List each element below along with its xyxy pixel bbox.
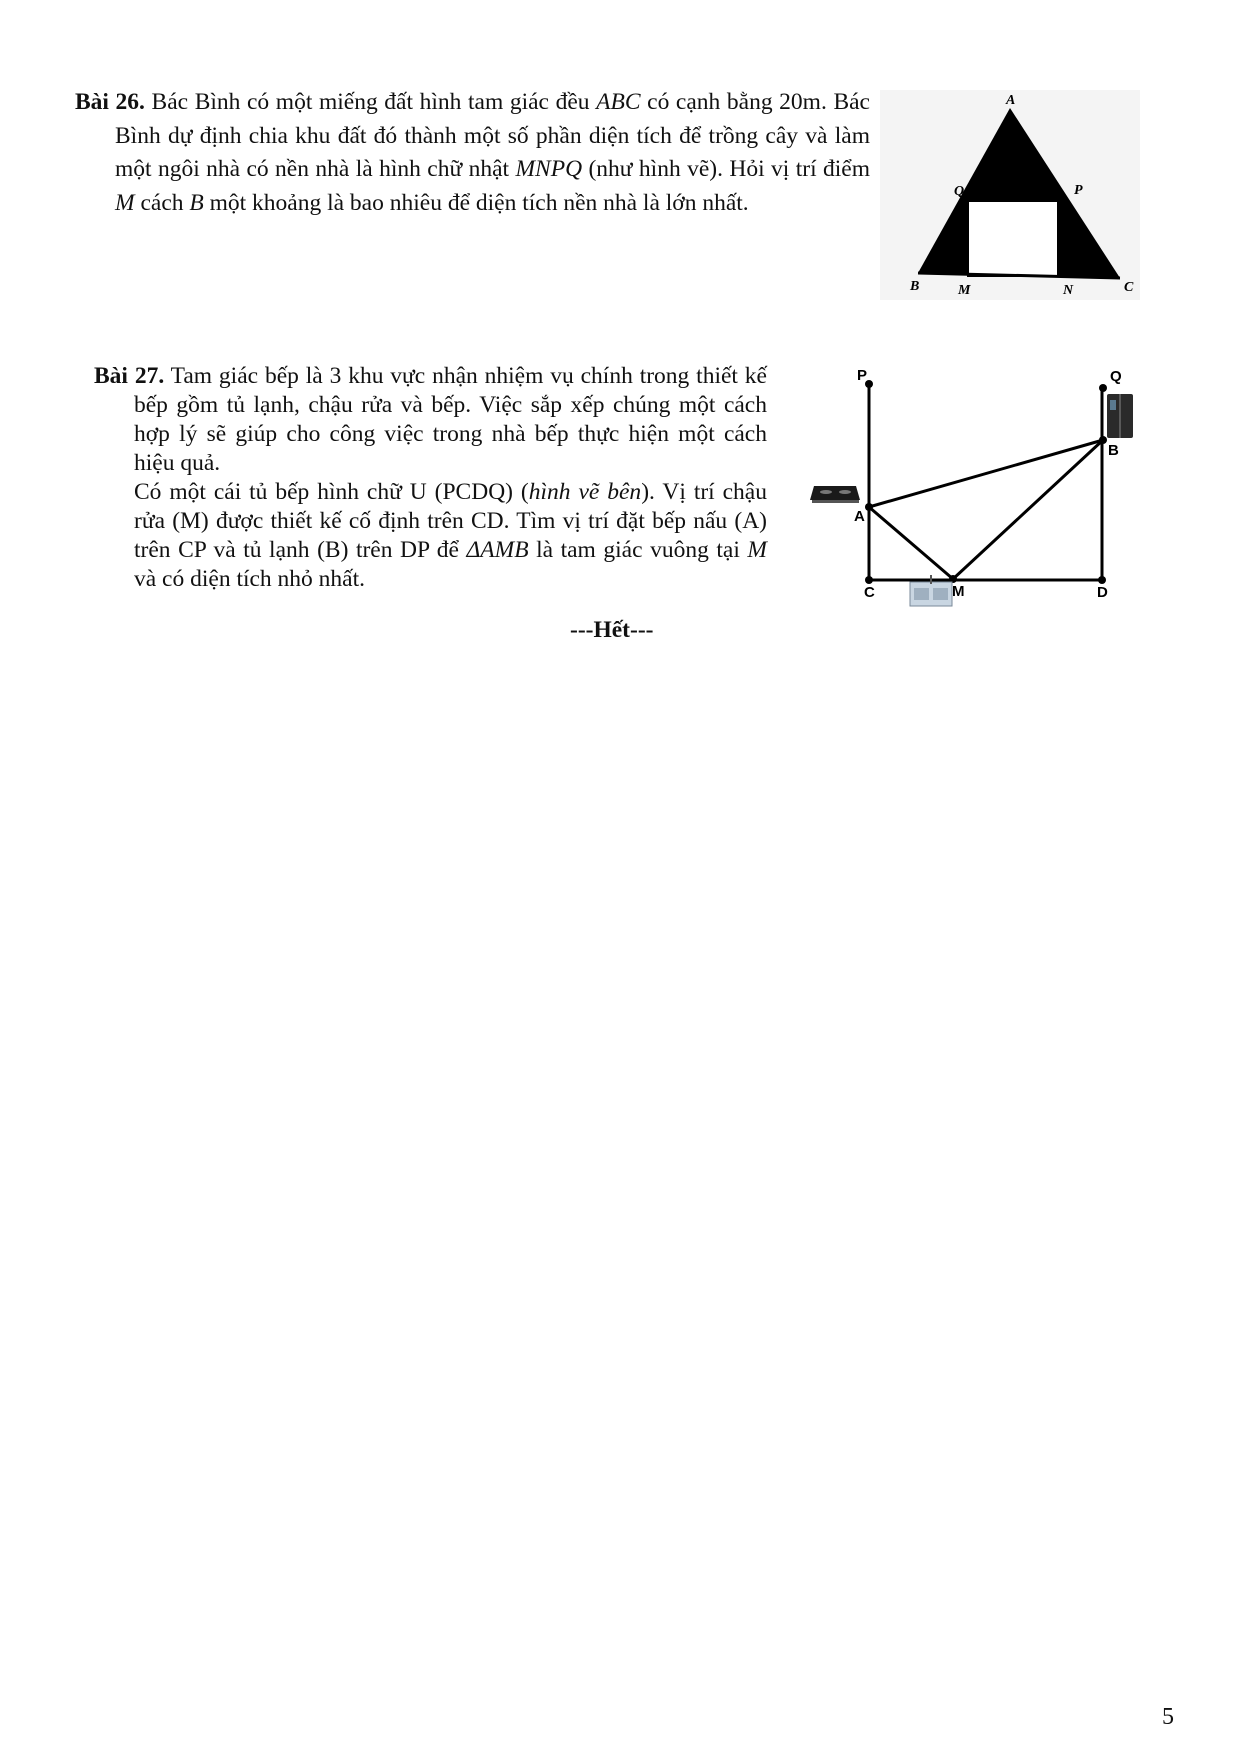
- label-C: C: [1124, 280, 1134, 295]
- point-A: [865, 503, 873, 511]
- point-D: [1098, 576, 1106, 584]
- label-Q-27: Q: [1110, 368, 1122, 385]
- label-N: N: [1063, 283, 1074, 298]
- label-P-27: P: [857, 367, 868, 384]
- label-Q: Q: [954, 184, 965, 199]
- label-A: A: [1006, 93, 1016, 108]
- math-ABC: ABC: [596, 89, 641, 115]
- point-B: [1099, 436, 1107, 444]
- math-triangle-AMB: ΔAMB: [466, 537, 529, 563]
- problem-27-text: [94, 362, 767, 594]
- math-B: B: [189, 189, 204, 216]
- point-C: [865, 576, 873, 584]
- math-MNPQ: MNPQ: [515, 156, 583, 182]
- label-M: M: [958, 283, 971, 298]
- label-P: P: [1074, 183, 1083, 198]
- point-Q: [1099, 384, 1107, 392]
- end-marker: ---Hết---: [570, 617, 654, 643]
- problem-26-label: Bài 26.: [75, 89, 145, 115]
- stove-icon: [810, 486, 860, 503]
- label-A-27: A: [854, 508, 865, 525]
- math-M: M: [115, 189, 135, 216]
- problem-27-label: Bài 27.: [94, 363, 165, 389]
- segment-am: [869, 507, 953, 579]
- label-B: B: [910, 279, 920, 294]
- page-number: 5: [1162, 1704, 1174, 1730]
- figure-26-triangle: [880, 90, 1140, 300]
- fridge-icon: [1107, 394, 1133, 438]
- problem-26-text: Bài 26. Bác Bình có một miếng đất hình tam giác đều ABC có cạnh bằng 20m. Bác Bình dự định chia khu đất đó thành một số phần diện tích để trồng cây và làm một ngôi nhà có nền nhà là hình chữ nhật MNPQ (như hình vẽ). Hỏi vị trí điểm M cách B một khoảng là bao nhiêu để diện tích nền nhà là lớn nhất.: [75, 89, 870, 216]
- label-D-27: D: [1097, 584, 1108, 601]
- problem-27-question: Có một cái tủ bếp hình chữ U (PCDQ) (hình vẽ bên). Vị trí chậu rửa (M) được thiết kế cố định trên CD. Tìm vị trí đặt bếp nấu (A) trên CP và tủ lạnh (B) trên DP để ΔAMB là tam giác vuông tại M và có diện tích nhỏ nhất.: [134, 479, 767, 592]
- label-C-27: C: [864, 584, 875, 601]
- problem-27-intro: Bài 27. Tam giác bếp là 3 khu vực nhận nhiệm vụ chính trong thiết kế bếp gồm tủ lạnh, chậu rửa và bếp. Việc sắp xếp chúng một cách hợp lý sẽ giúp cho công việc trong nhà bếp thực hiện một cách hiệu quả.: [94, 363, 767, 476]
- rectangle-mnpq: [968, 201, 1058, 276]
- label-M-27: M: [952, 583, 965, 600]
- figure-27-kitchen: [810, 367, 1140, 620]
- math-M-27: M: [747, 537, 767, 563]
- label-B-27: B: [1108, 442, 1119, 459]
